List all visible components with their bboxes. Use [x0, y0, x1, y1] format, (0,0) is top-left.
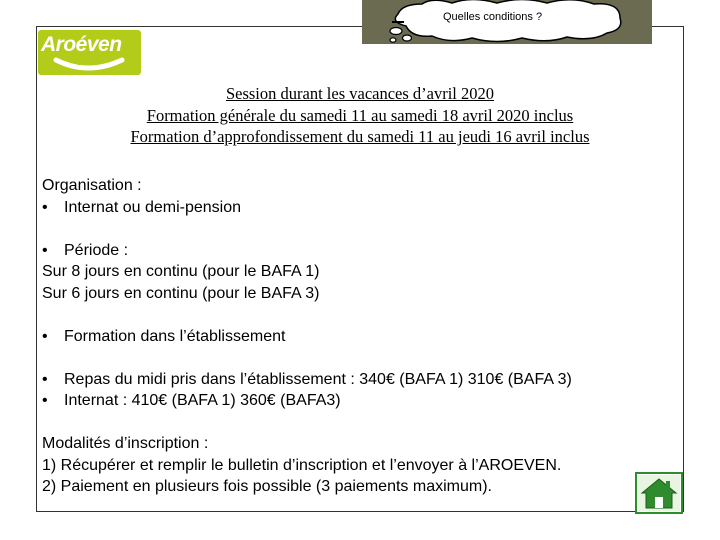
list-item — [42, 390, 572, 412]
bullet: • — [42, 241, 48, 259]
periode-text: Période : — [64, 241, 129, 259]
session-title — [36, 83, 684, 148]
internat-cost-text: Internat : 410€ (BAFA 1) 360€ (BAFA3) — [64, 392, 341, 409]
formation-text: Formation dans l’établissement — [64, 327, 286, 345]
step-2: 2) Paiement en plusieurs fois possible (3 paiements maximum). — [42, 478, 492, 495]
bullet: • — [42, 198, 48, 216]
modalites-label: Modalités d’inscription : — [42, 435, 209, 452]
internat-text: Internat ou demi-pension — [64, 198, 241, 216]
title-line-formation-generale: Formation générale du samedi 11 au samedi 18 avril 2020 inclus — [146, 105, 574, 125]
logo-text: Aroéven — [41, 33, 122, 56]
list-item — [42, 326, 572, 348]
aroeven-logo — [38, 30, 141, 75]
step-1: 1) Récupérer et remplir le bulletin d’inscription et l’envoyer à l’AROEVEN. — [42, 456, 562, 474]
home-icon — [637, 474, 681, 512]
list-item — [42, 369, 572, 391]
organisation-label: Organisation : — [42, 177, 142, 194]
bubble-text: Quelles conditions ? — [443, 11, 543, 23]
bullet: • — [42, 392, 48, 409]
bullet: • — [42, 370, 48, 388]
repas-text: Repas du midi pris dans l’établissement : 340€ (BAFA 1) 310€ (BAFA 3) — [64, 370, 572, 388]
list-item — [42, 197, 572, 219]
title-line-formation-approfondissement: Formation d’approfondissement du samedi 11 au jeudi 16 avril inclus — [130, 127, 590, 146]
body-text — [42, 175, 572, 498]
list-item — [42, 240, 572, 262]
home-button[interactable] — [635, 472, 683, 514]
periode-bafa3: Sur 6 jours en continu (pour le BAFA 3) — [42, 284, 320, 302]
title-line-session: Session durant les vacances d’avril 2020 — [225, 84, 495, 103]
periode-bafa1: Sur 8 jours en continu (pour le BAFA 1) — [42, 263, 320, 280]
bullet: • — [42, 327, 48, 345]
